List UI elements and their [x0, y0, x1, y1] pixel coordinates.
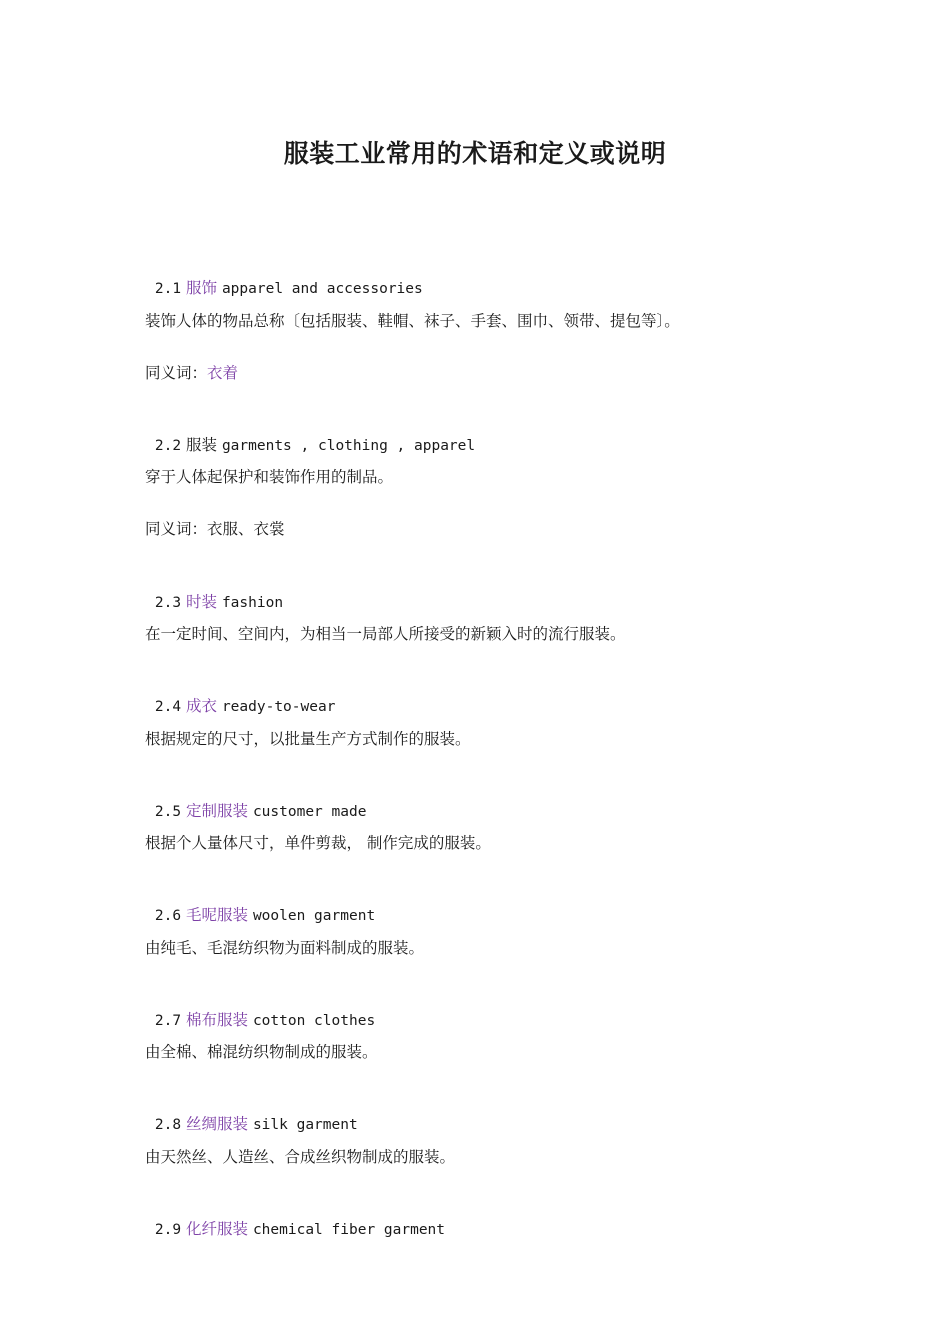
entry-synonym: [145, 363, 238, 383]
entry-english: ready-to-wear: [221, 699, 336, 715]
entry-term: 时装: [186, 593, 218, 611]
entry-english: cotton clothes: [252, 1013, 376, 1029]
entry-number: 2.9: [154, 1222, 182, 1238]
entry-number: 2.4: [154, 699, 182, 715]
entry-term: 定制服装: [186, 802, 249, 820]
entry-term: 毛呢服装: [186, 906, 249, 924]
entry-number: 2.8: [154, 1117, 182, 1133]
entry-definition: 由纯毛、毛混纺织物为面料制成的服装。: [145, 939, 425, 957]
entry-number: 2.6: [154, 908, 182, 924]
entry-term: 棉布服装: [186, 1011, 249, 1029]
entry-heading: [145, 990, 375, 1031]
entry-heading: [145, 781, 366, 822]
synonym-value: 衣服、衣裳: [207, 520, 285, 538]
entry-heading: [145, 1094, 358, 1135]
entry-heading: [145, 676, 335, 717]
entry-english: customer made: [252, 804, 367, 820]
entry-term: 化纤服装: [186, 1220, 249, 1238]
entry-english: chemical fiber garment: [252, 1222, 446, 1238]
entry-definition: 由全棉、棉混纺织物制成的服装。: [145, 1043, 378, 1061]
entry-heading: [145, 885, 375, 926]
entry-number: 2.3: [154, 595, 182, 611]
entry-term: 服装: [186, 436, 218, 454]
page-title: 服装工业常用的术语和定义或说明: [283, 139, 667, 168]
entry-heading: [145, 572, 283, 613]
entry-definition: 由天然丝、人造丝、合成丝织物制成的服装。: [145, 1148, 456, 1166]
entry-english: fashion: [221, 595, 284, 611]
synonym-value: 衣着: [207, 364, 239, 382]
entry-definition: 装饰人体的物品总称〔包括服装、鞋帽、袜子、手套、围巾、领带、提包等〕。: [145, 312, 680, 330]
synonym-label: 同义词：: [145, 520, 208, 538]
entry-heading: [145, 258, 423, 299]
entry-number: 2.7: [154, 1013, 182, 1029]
entry-english: silk garment: [252, 1117, 358, 1133]
synonym-label: 同义词：: [145, 364, 208, 382]
entry-number: 2.1: [154, 281, 182, 297]
entry-definition: 在一定时间、空间内，为相当一局部人所接受的新颖入时的流行服装。: [145, 625, 626, 643]
entry-synonym: [145, 519, 285, 539]
entry-definition: 根据个人量体尺寸，单件剪裁， 制作完成的服装。: [145, 834, 491, 852]
entry-term: 成衣: [186, 697, 218, 715]
entry-term: 丝绸服装: [186, 1115, 249, 1133]
entry-number: 2.2: [154, 438, 182, 454]
entry-definition: 根据规定的尺寸，以批量生产方式制作的服装。: [145, 730, 471, 748]
entry-heading: [145, 415, 475, 456]
entry-heading: [145, 1199, 445, 1240]
entry-english: garments , clothing , apparel: [221, 438, 476, 454]
entry-definition: 穿于人体起保护和装饰作用的制品。: [145, 468, 394, 486]
entry-number: 2.5: [154, 804, 182, 820]
entry-english: apparel and accessories: [221, 281, 423, 297]
entry-english: woolen garment: [252, 908, 376, 924]
entry-term: 服饰: [186, 279, 218, 297]
